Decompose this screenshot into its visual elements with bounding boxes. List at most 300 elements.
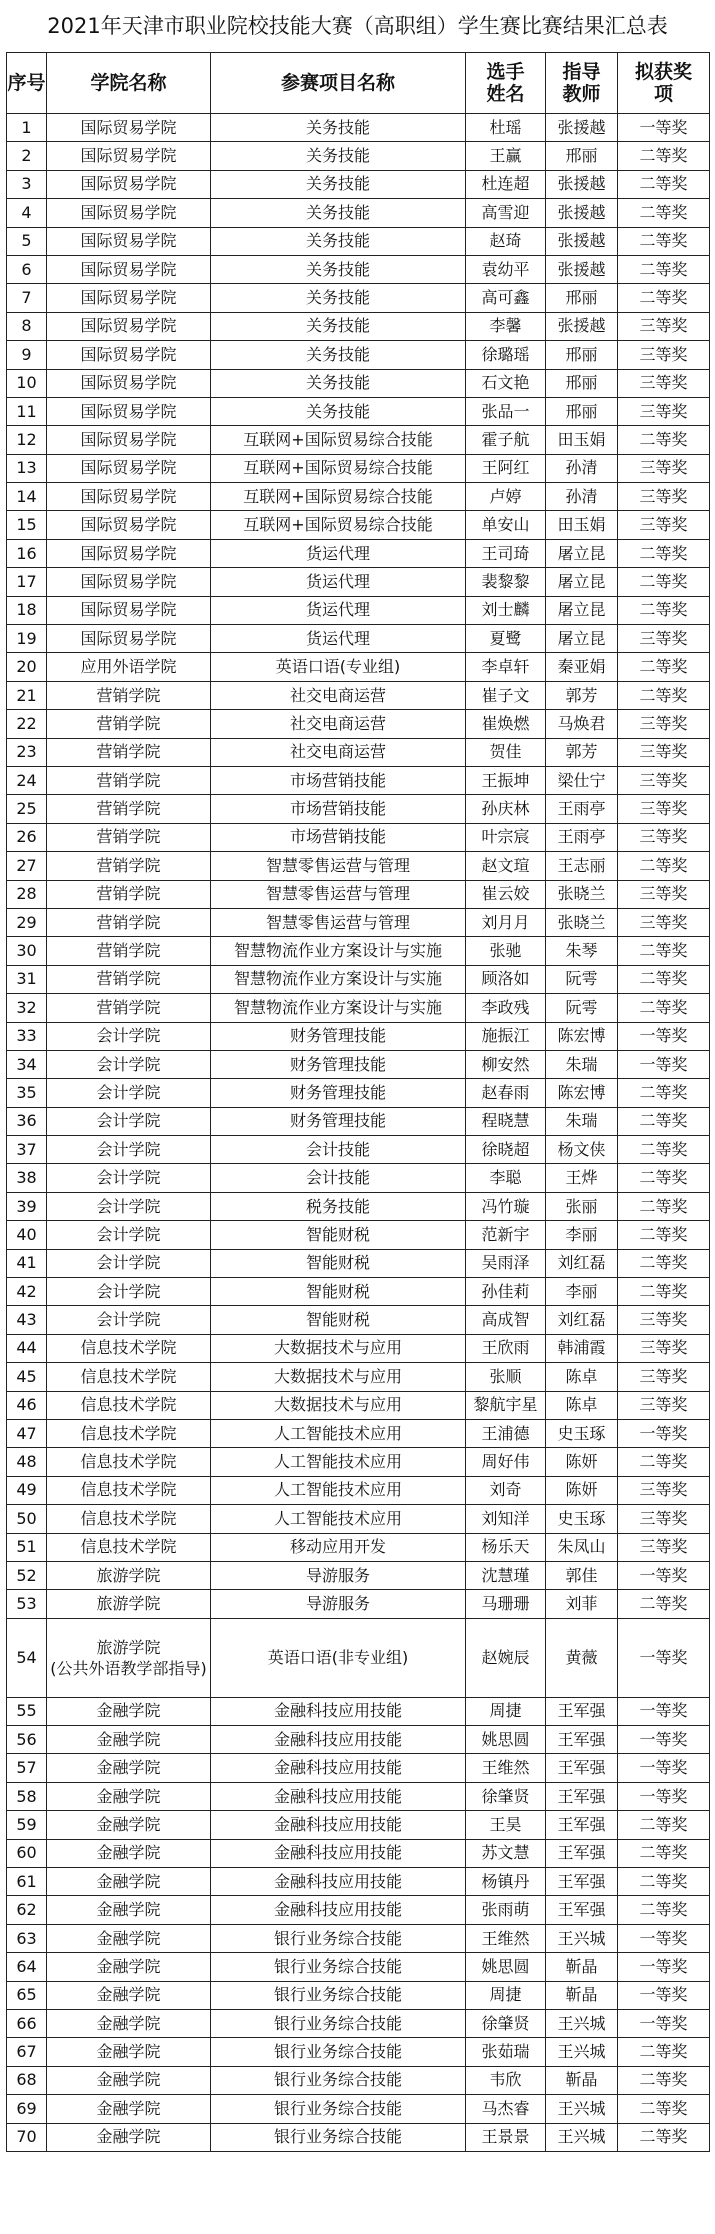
student-name: 王赢 bbox=[466, 142, 546, 170]
table-row bbox=[7, 965, 710, 993]
row-number: 22 bbox=[7, 710, 47, 738]
teacher-name: 屠立昆 bbox=[546, 625, 618, 653]
award: 三等奖 bbox=[618, 1476, 710, 1504]
award: 三等奖 bbox=[618, 454, 710, 482]
teacher-name: 王雨亭 bbox=[546, 795, 618, 823]
project-name: 货运代理 bbox=[211, 539, 466, 567]
student-name: 崔焕燃 bbox=[466, 710, 546, 738]
student-name: 韦欣 bbox=[466, 2066, 546, 2094]
teacher-name: 李丽 bbox=[546, 1221, 618, 1249]
student-name: 赵婉辰 bbox=[466, 1618, 546, 1697]
award: 三等奖 bbox=[618, 710, 710, 738]
row-number: 29 bbox=[7, 908, 47, 936]
award: 二等奖 bbox=[618, 568, 710, 596]
award: 一等奖 bbox=[618, 1419, 710, 1447]
row-number: 19 bbox=[7, 625, 47, 653]
award: 二等奖 bbox=[618, 142, 710, 170]
row-number: 25 bbox=[7, 795, 47, 823]
row-number: 18 bbox=[7, 596, 47, 624]
college-name: 国际贸易学院 bbox=[47, 199, 211, 227]
teacher-name: 靳晶 bbox=[546, 1953, 618, 1981]
student-name: 王浦德 bbox=[466, 1419, 546, 1447]
project-name: 金融科技应用技能 bbox=[211, 1754, 466, 1782]
award: 二等奖 bbox=[618, 1221, 710, 1249]
teacher-name: 朱凤山 bbox=[546, 1533, 618, 1561]
award: 一等奖 bbox=[618, 1618, 710, 1697]
table-row bbox=[7, 1782, 710, 1810]
project-name: 关务技能 bbox=[211, 312, 466, 340]
student-name: 李聪 bbox=[466, 1164, 546, 1192]
teacher-name: 邢丽 bbox=[546, 369, 618, 397]
student-name: 赵春雨 bbox=[466, 1079, 546, 1107]
table-row bbox=[7, 1419, 710, 1447]
project-name: 互联网+国际贸易综合技能 bbox=[211, 454, 466, 482]
row-number: 26 bbox=[7, 823, 47, 851]
college-name: 会计学院 bbox=[47, 1107, 211, 1135]
student-name: 杨乐天 bbox=[466, 1533, 546, 1561]
row-number: 9 bbox=[7, 341, 47, 369]
table-row bbox=[7, 795, 710, 823]
student-name: 徐璐瑶 bbox=[466, 341, 546, 369]
teacher-name: 屠立昆 bbox=[546, 539, 618, 567]
table-row bbox=[7, 880, 710, 908]
table-row bbox=[7, 1896, 710, 1924]
teacher-name: 陈宏博 bbox=[546, 1079, 618, 1107]
row-number: 49 bbox=[7, 1476, 47, 1504]
college-name: 营销学院 bbox=[47, 738, 211, 766]
college-name: 国际贸易学院 bbox=[47, 170, 211, 198]
teacher-name: 陈宏博 bbox=[546, 1022, 618, 1050]
award: 二等奖 bbox=[618, 2066, 710, 2094]
teacher-name: 陈妍 bbox=[546, 1476, 618, 1504]
award: 一等奖 bbox=[618, 1981, 710, 2009]
row-number: 51 bbox=[7, 1533, 47, 1561]
teacher-name: 张援越 bbox=[546, 255, 618, 283]
teacher-name: 朱琴 bbox=[546, 937, 618, 965]
table-row bbox=[7, 1221, 710, 1249]
student-name: 王景景 bbox=[466, 2123, 546, 2151]
row-number: 55 bbox=[7, 1697, 47, 1725]
student-name: 顾洛如 bbox=[466, 965, 546, 993]
award: 三等奖 bbox=[618, 312, 710, 340]
teacher-name: 王军强 bbox=[546, 1868, 618, 1896]
award: 二等奖 bbox=[618, 1590, 710, 1618]
teacher-name: 张援越 bbox=[546, 170, 618, 198]
student-name: 程晓慧 bbox=[466, 1107, 546, 1135]
student-name: 张顺 bbox=[466, 1363, 546, 1391]
project-name: 财务管理技能 bbox=[211, 1022, 466, 1050]
table-header bbox=[7, 53, 710, 114]
project-name: 银行业务综合技能 bbox=[211, 2095, 466, 2123]
award: 二等奖 bbox=[618, 2038, 710, 2066]
table-row bbox=[7, 1136, 710, 1164]
college-name: 金融学院 bbox=[47, 2095, 211, 2123]
college-name: 金融学院 bbox=[47, 2010, 211, 2038]
table-row bbox=[7, 710, 710, 738]
award: 三等奖 bbox=[618, 625, 710, 653]
project-name: 社交电商运营 bbox=[211, 710, 466, 738]
award: 一等奖 bbox=[618, 1022, 710, 1050]
project-name: 银行业务综合技能 bbox=[211, 1981, 466, 2009]
college-name: 旅游学院 bbox=[47, 1561, 211, 1589]
award: 三等奖 bbox=[618, 483, 710, 511]
award: 二等奖 bbox=[618, 994, 710, 1022]
header-student: 选手姓名 bbox=[466, 53, 546, 114]
college-name: 营销学院 bbox=[47, 937, 211, 965]
college-name: 信息技术学院 bbox=[47, 1448, 211, 1476]
award: 二等奖 bbox=[618, 937, 710, 965]
student-name: 单安山 bbox=[466, 511, 546, 539]
teacher-name: 张晓兰 bbox=[546, 908, 618, 936]
student-name: 刘知洋 bbox=[466, 1505, 546, 1533]
project-name: 金融科技应用技能 bbox=[211, 1697, 466, 1725]
student-name: 崔云姣 bbox=[466, 880, 546, 908]
project-name: 智能财税 bbox=[211, 1306, 466, 1334]
project-name: 大数据技术与应用 bbox=[211, 1363, 466, 1391]
row-number: 23 bbox=[7, 738, 47, 766]
row-number: 14 bbox=[7, 483, 47, 511]
project-name: 税务技能 bbox=[211, 1192, 466, 1220]
project-name: 财务管理技能 bbox=[211, 1079, 466, 1107]
award: 三等奖 bbox=[618, 880, 710, 908]
teacher-name: 王兴城 bbox=[546, 2095, 618, 2123]
teacher-name: 王兴城 bbox=[546, 2010, 618, 2038]
table-row bbox=[7, 1618, 710, 1697]
project-name: 关务技能 bbox=[211, 341, 466, 369]
row-number: 69 bbox=[7, 2095, 47, 2123]
college-name: 会计学院 bbox=[47, 1278, 211, 1306]
teacher-name: 王军强 bbox=[546, 1839, 618, 1867]
student-name: 李馨 bbox=[466, 312, 546, 340]
award: 三等奖 bbox=[618, 766, 710, 794]
college-name: 国际贸易学院 bbox=[47, 568, 211, 596]
award: 一等奖 bbox=[618, 2010, 710, 2038]
row-number: 63 bbox=[7, 1924, 47, 1952]
project-name: 人工智能技术应用 bbox=[211, 1419, 466, 1447]
college-name: 金融学院 bbox=[47, 1868, 211, 1896]
header-project: 参赛项目名称 bbox=[211, 53, 466, 114]
student-name: 王欣雨 bbox=[466, 1334, 546, 1362]
teacher-name: 张晓兰 bbox=[546, 880, 618, 908]
project-name: 会计技能 bbox=[211, 1164, 466, 1192]
award: 三等奖 bbox=[618, 908, 710, 936]
student-name: 周捷 bbox=[466, 1981, 546, 2009]
award: 二等奖 bbox=[618, 227, 710, 255]
student-name: 周好伟 bbox=[466, 1448, 546, 1476]
award: 三等奖 bbox=[618, 397, 710, 425]
row-number: 50 bbox=[7, 1505, 47, 1533]
teacher-name: 王军强 bbox=[546, 1726, 618, 1754]
student-name: 王司琦 bbox=[466, 539, 546, 567]
row-number: 3 bbox=[7, 170, 47, 198]
college-name: 国际贸易学院 bbox=[47, 284, 211, 312]
header-teacher: 指导教师 bbox=[546, 53, 618, 114]
student-name: 柳安然 bbox=[466, 1050, 546, 1078]
project-name: 智能财税 bbox=[211, 1221, 466, 1249]
table-row bbox=[7, 2038, 710, 2066]
table-row bbox=[7, 1533, 710, 1561]
row-number: 38 bbox=[7, 1164, 47, 1192]
table-row bbox=[7, 1306, 710, 1334]
project-name: 金融科技应用技能 bbox=[211, 1896, 466, 1924]
teacher-name: 李丽 bbox=[546, 1278, 618, 1306]
table-row bbox=[7, 454, 710, 482]
row-number: 10 bbox=[7, 369, 47, 397]
award: 二等奖 bbox=[618, 653, 710, 681]
award: 二等奖 bbox=[618, 255, 710, 283]
teacher-name: 屠立昆 bbox=[546, 568, 618, 596]
table-row bbox=[7, 511, 710, 539]
teacher-name: 张援越 bbox=[546, 227, 618, 255]
award: 二等奖 bbox=[618, 426, 710, 454]
college-name: 信息技术学院 bbox=[47, 1505, 211, 1533]
project-name: 智慧物流作业方案设计与实施 bbox=[211, 965, 466, 993]
college-name: 金融学院 bbox=[47, 1953, 211, 1981]
table-row bbox=[7, 1278, 710, 1306]
table-row bbox=[7, 1726, 710, 1754]
teacher-name: 王兴城 bbox=[546, 1924, 618, 1952]
table-row bbox=[7, 114, 710, 142]
teacher-name: 田玉娟 bbox=[546, 426, 618, 454]
row-number: 2 bbox=[7, 142, 47, 170]
project-name: 智慧零售运营与管理 bbox=[211, 908, 466, 936]
project-name: 关务技能 bbox=[211, 114, 466, 142]
award: 三等奖 bbox=[618, 1363, 710, 1391]
award: 一等奖 bbox=[618, 1697, 710, 1725]
project-name: 金融科技应用技能 bbox=[211, 1726, 466, 1754]
student-name: 孙佳莉 bbox=[466, 1278, 546, 1306]
student-name: 裴黎黎 bbox=[466, 568, 546, 596]
college-name: 国际贸易学院 bbox=[47, 227, 211, 255]
award: 二等奖 bbox=[618, 681, 710, 709]
college-name: 营销学院 bbox=[47, 681, 211, 709]
project-name: 关务技能 bbox=[211, 397, 466, 425]
project-name: 互联网+国际贸易综合技能 bbox=[211, 511, 466, 539]
table-row bbox=[7, 1107, 710, 1135]
award: 三等奖 bbox=[618, 1533, 710, 1561]
college-name: 信息技术学院 bbox=[47, 1476, 211, 1504]
table-row bbox=[7, 1249, 710, 1277]
college-name: 国际贸易学院 bbox=[47, 369, 211, 397]
project-name: 智能财税 bbox=[211, 1249, 466, 1277]
college-name: 金融学院 bbox=[47, 1726, 211, 1754]
student-name: 徐晓超 bbox=[466, 1136, 546, 1164]
project-name: 市场营销技能 bbox=[211, 795, 466, 823]
student-name: 叶宗宸 bbox=[466, 823, 546, 851]
college-name: 营销学院 bbox=[47, 880, 211, 908]
teacher-name: 孙清 bbox=[546, 454, 618, 482]
student-name: 刘奇 bbox=[466, 1476, 546, 1504]
award: 二等奖 bbox=[618, 1839, 710, 1867]
table-row bbox=[7, 823, 710, 851]
row-number: 58 bbox=[7, 1782, 47, 1810]
college-name: 旅游学院 (公共外语教学部指导) bbox=[47, 1618, 211, 1697]
college-name: 国际贸易学院 bbox=[47, 625, 211, 653]
student-name: 袁幼平 bbox=[466, 255, 546, 283]
document-title: 2021年天津市职业院校技能大赛（高职组）学生赛比赛结果汇总表 bbox=[47, 14, 668, 38]
college-name: 国际贸易学院 bbox=[47, 397, 211, 425]
award: 二等奖 bbox=[618, 965, 710, 993]
project-name: 金融科技应用技能 bbox=[211, 1839, 466, 1867]
teacher-name: 郭芳 bbox=[546, 681, 618, 709]
table-row bbox=[7, 1811, 710, 1839]
row-number: 5 bbox=[7, 227, 47, 255]
project-name: 关务技能 bbox=[211, 170, 466, 198]
college-name: 会计学院 bbox=[47, 1221, 211, 1249]
college-name: 国际贸易学院 bbox=[47, 539, 211, 567]
row-number: 45 bbox=[7, 1363, 47, 1391]
teacher-name: 靳晶 bbox=[546, 2066, 618, 2094]
project-name: 关务技能 bbox=[211, 142, 466, 170]
row-number: 52 bbox=[7, 1561, 47, 1589]
project-name: 关务技能 bbox=[211, 284, 466, 312]
project-name: 关务技能 bbox=[211, 255, 466, 283]
student-name: 杜连超 bbox=[466, 170, 546, 198]
table-row bbox=[7, 2095, 710, 2123]
table-row bbox=[7, 284, 710, 312]
award: 一等奖 bbox=[618, 1953, 710, 1981]
college-name: 国际贸易学院 bbox=[47, 596, 211, 624]
table-row bbox=[7, 397, 710, 425]
row-number: 56 bbox=[7, 1726, 47, 1754]
college-name: 金融学院 bbox=[47, 1924, 211, 1952]
table-row bbox=[7, 1868, 710, 1896]
college-name: 信息技术学院 bbox=[47, 1391, 211, 1419]
table-row bbox=[7, 142, 710, 170]
table-row bbox=[7, 369, 710, 397]
student-name: 王阿红 bbox=[466, 454, 546, 482]
student-name: 王维然 bbox=[466, 1754, 546, 1782]
college-name: 金融学院 bbox=[47, 1754, 211, 1782]
row-number: 34 bbox=[7, 1050, 47, 1078]
header-award: 拟获奖项 bbox=[618, 53, 710, 114]
teacher-name: 王军强 bbox=[546, 1782, 618, 1810]
teacher-name: 郭芳 bbox=[546, 738, 618, 766]
teacher-name: 刘红磊 bbox=[546, 1249, 618, 1277]
college-name: 信息技术学院 bbox=[47, 1533, 211, 1561]
award: 二等奖 bbox=[618, 1107, 710, 1135]
row-number: 20 bbox=[7, 653, 47, 681]
row-number: 59 bbox=[7, 1811, 47, 1839]
table-row bbox=[7, 596, 710, 624]
table-row bbox=[7, 2010, 710, 2038]
student-name: 刘士麟 bbox=[466, 596, 546, 624]
table-row bbox=[7, 1079, 710, 1107]
college-name: 会计学院 bbox=[47, 1306, 211, 1334]
table-row bbox=[7, 1697, 710, 1725]
award: 一等奖 bbox=[618, 1782, 710, 1810]
teacher-name: 郭佳 bbox=[546, 1561, 618, 1589]
row-number: 36 bbox=[7, 1107, 47, 1135]
teacher-name: 刘菲 bbox=[546, 1590, 618, 1618]
table-row bbox=[7, 227, 710, 255]
table-row bbox=[7, 1476, 710, 1504]
project-name: 英语口语(非专业组) bbox=[211, 1618, 466, 1697]
project-name: 关务技能 bbox=[211, 227, 466, 255]
table-body bbox=[7, 114, 710, 2152]
student-name: 杨镇丹 bbox=[466, 1868, 546, 1896]
teacher-name: 邢丽 bbox=[546, 397, 618, 425]
row-number: 13 bbox=[7, 454, 47, 482]
table-row bbox=[7, 766, 710, 794]
award: 一等奖 bbox=[618, 1754, 710, 1782]
row-number: 30 bbox=[7, 937, 47, 965]
project-name: 人工智能技术应用 bbox=[211, 1476, 466, 1504]
table-row bbox=[7, 170, 710, 198]
project-name: 财务管理技能 bbox=[211, 1107, 466, 1135]
college-name: 营销学院 bbox=[47, 908, 211, 936]
teacher-name: 刘红磊 bbox=[546, 1306, 618, 1334]
teacher-name: 秦亚娟 bbox=[546, 653, 618, 681]
project-name: 银行业务综合技能 bbox=[211, 2010, 466, 2038]
row-number: 61 bbox=[7, 1868, 47, 1896]
student-name: 冯竹璇 bbox=[466, 1192, 546, 1220]
project-name: 智慧零售运营与管理 bbox=[211, 880, 466, 908]
project-name: 移动应用开发 bbox=[211, 1533, 466, 1561]
college-name: 信息技术学院 bbox=[47, 1419, 211, 1447]
college-name: 营销学院 bbox=[47, 965, 211, 993]
college-name: 营销学院 bbox=[47, 823, 211, 851]
project-name: 大数据技术与应用 bbox=[211, 1391, 466, 1419]
award: 二等奖 bbox=[618, 1448, 710, 1476]
table-row bbox=[7, 1334, 710, 1362]
student-name: 张雨萌 bbox=[466, 1896, 546, 1924]
teacher-name: 王兴城 bbox=[546, 2038, 618, 2066]
teacher-name: 王烨 bbox=[546, 1164, 618, 1192]
project-name: 互联网+国际贸易综合技能 bbox=[211, 426, 466, 454]
project-name: 社交电商运营 bbox=[211, 738, 466, 766]
table-row bbox=[7, 1561, 710, 1589]
college-name: 信息技术学院 bbox=[47, 1334, 211, 1362]
table-row bbox=[7, 1953, 710, 1981]
teacher-name: 韩浦霞 bbox=[546, 1334, 618, 1362]
row-number: 66 bbox=[7, 2010, 47, 2038]
project-name: 人工智能技术应用 bbox=[211, 1505, 466, 1533]
table-row bbox=[7, 908, 710, 936]
row-number: 32 bbox=[7, 994, 47, 1022]
row-number: 67 bbox=[7, 2038, 47, 2066]
award: 一等奖 bbox=[618, 1924, 710, 1952]
college-name: 国际贸易学院 bbox=[47, 255, 211, 283]
teacher-name: 邢丽 bbox=[546, 142, 618, 170]
row-number: 31 bbox=[7, 965, 47, 993]
award: 二等奖 bbox=[618, 284, 710, 312]
student-name: 李卓轩 bbox=[466, 653, 546, 681]
college-name: 金融学院 bbox=[47, 2038, 211, 2066]
college-name: 应用外语学院 bbox=[47, 653, 211, 681]
project-name: 导游服务 bbox=[211, 1561, 466, 1589]
college-name: 金融学院 bbox=[47, 1811, 211, 1839]
project-name: 货运代理 bbox=[211, 568, 466, 596]
table-row bbox=[7, 483, 710, 511]
project-name: 财务管理技能 bbox=[211, 1050, 466, 1078]
college-name: 国际贸易学院 bbox=[47, 312, 211, 340]
project-name: 会计技能 bbox=[211, 1136, 466, 1164]
header-no: 序号 bbox=[7, 53, 47, 114]
student-name: 苏文慧 bbox=[466, 1839, 546, 1867]
award: 三等奖 bbox=[618, 823, 710, 851]
student-name: 高雪迎 bbox=[466, 199, 546, 227]
table-row bbox=[7, 1050, 710, 1078]
table-row bbox=[7, 539, 710, 567]
project-name: 社交电商运营 bbox=[211, 681, 466, 709]
college-name: 金融学院 bbox=[47, 1981, 211, 2009]
row-number: 57 bbox=[7, 1754, 47, 1782]
row-number: 37 bbox=[7, 1136, 47, 1164]
college-name: 金融学院 bbox=[47, 2123, 211, 2151]
college-name: 营销学院 bbox=[47, 795, 211, 823]
student-name: 姚思圆 bbox=[466, 1726, 546, 1754]
